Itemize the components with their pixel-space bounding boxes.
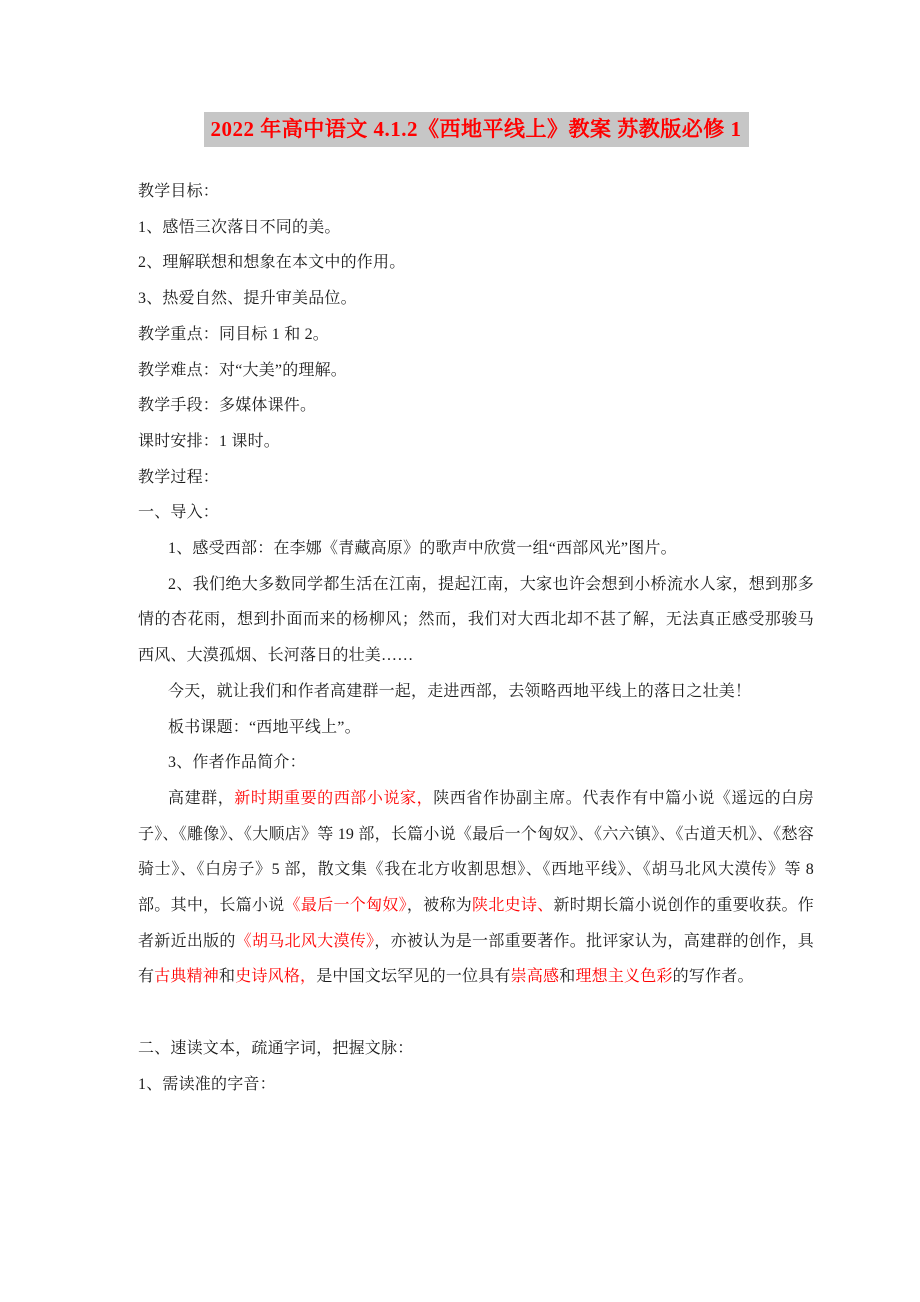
- heading-teaching-process: 教学过程：: [138, 468, 220, 486]
- author-intro-highlight-red: 崇高感: [510, 968, 560, 986]
- objective-item-3: 3、热爱自然、提升审美品位。: [138, 290, 357, 308]
- author-intro-text: 和: [559, 968, 576, 986]
- author-intro-highlight-red: 史诗风格，: [235, 968, 317, 986]
- author-intro-highlight-red: 理想主义色彩: [575, 968, 673, 986]
- objective-item-1: 1、感悟三次落日不同的美。: [138, 218, 341, 236]
- document-title: [138, 106, 814, 152]
- teaching-difficulty-line: 教学难点：对“大美”的理解。: [138, 361, 348, 379]
- author-intro-text: ，亦被认为是一部重要著作。批评家认为，高建群的创作，具有: [138, 932, 814, 986]
- intro-step-2: 2、我们绝大多数同学都生活在江南，提起江南，大家也许会想到小桥流水人家，想到那多情的杏花雨，想到扑面而来的杨柳风；然而，我们对大西北却不甚了解，无法真正感受那骏马西风、大漠孤烟、长河落日的壮美……: [138, 575, 814, 665]
- author-intro-highlight-red: 新时期重要的西部小说家，: [234, 789, 434, 807]
- author-intro-text: 陕西省作协副主席。代表作有中篇小说《遥远的白房子》、《雕像》、《大顺店》等 19 部，长篇小说《最后一个匈奴》、《六六镇》、《古道天机》、《愁容骑士》、《白房子》5 部，散文集《我在北方收割思想》、《西地平线》、《胡马北风大漠传》等 8 部。其中，长篇小说: [138, 789, 814, 915]
- teaching-method-line: 教学手段：多媒体课件。: [138, 397, 317, 415]
- heading-teaching-objectives: 教学目标：: [138, 183, 220, 200]
- author-intro-highlight-red: 陕北史诗、: [472, 897, 554, 915]
- author-intro-text: ，被称为: [406, 897, 473, 915]
- intro-step-3-author-heading: 3、作者作品简介：: [168, 754, 306, 772]
- author-introduction-paragraph: [138, 781, 814, 995]
- intro-transition: 今天，就让我们和作者高建群一起，走进西部，去领略西地平线上的落日之壮美！: [168, 682, 752, 700]
- teaching-focus-line: 教学重点：同目标 1 和 2。: [138, 325, 330, 343]
- document-title-highlight: 2022 年高中语文 4.1.2《西地平线上》教案 苏教版必修 1: [204, 112, 749, 147]
- blank-line: [138, 995, 814, 1031]
- author-intro-text: 的写作者。: [672, 968, 754, 986]
- board-topic-line: 板书课题：“西地平线上”。: [168, 718, 361, 736]
- class-hours-line: 课时安排：1 课时。: [138, 432, 281, 450]
- section-1-intro-heading: 一、导入：: [138, 504, 220, 522]
- author-intro-highlight-red: 《最后一个匈奴》: [284, 897, 407, 915]
- author-intro-text: 和: [219, 968, 236, 986]
- author-intro-text: 高建群，: [168, 789, 235, 807]
- intro-step-1: 1、感受西部：在李娜《青藏高原》的歌声中欣赏一组“西部风光”图片。: [168, 540, 677, 558]
- objective-item-2: 2、理解联想和想象在本文中的作用。: [138, 254, 406, 272]
- author-intro-highlight-red: 《胡马北风大漠传》: [235, 932, 375, 950]
- author-intro-highlight-red: 古典精神: [154, 968, 220, 986]
- author-intro-text: 新时期长篇小说创作的重要收获。作者新近出版的: [138, 897, 814, 950]
- section-2-heading: 二、速读文本，疏通字词，把握文脉：: [138, 1039, 414, 1057]
- pronunciation-heading: 1、需读准的字音：: [138, 1075, 276, 1093]
- author-intro-text: 是中国文坛罕见的一位具有: [316, 968, 511, 986]
